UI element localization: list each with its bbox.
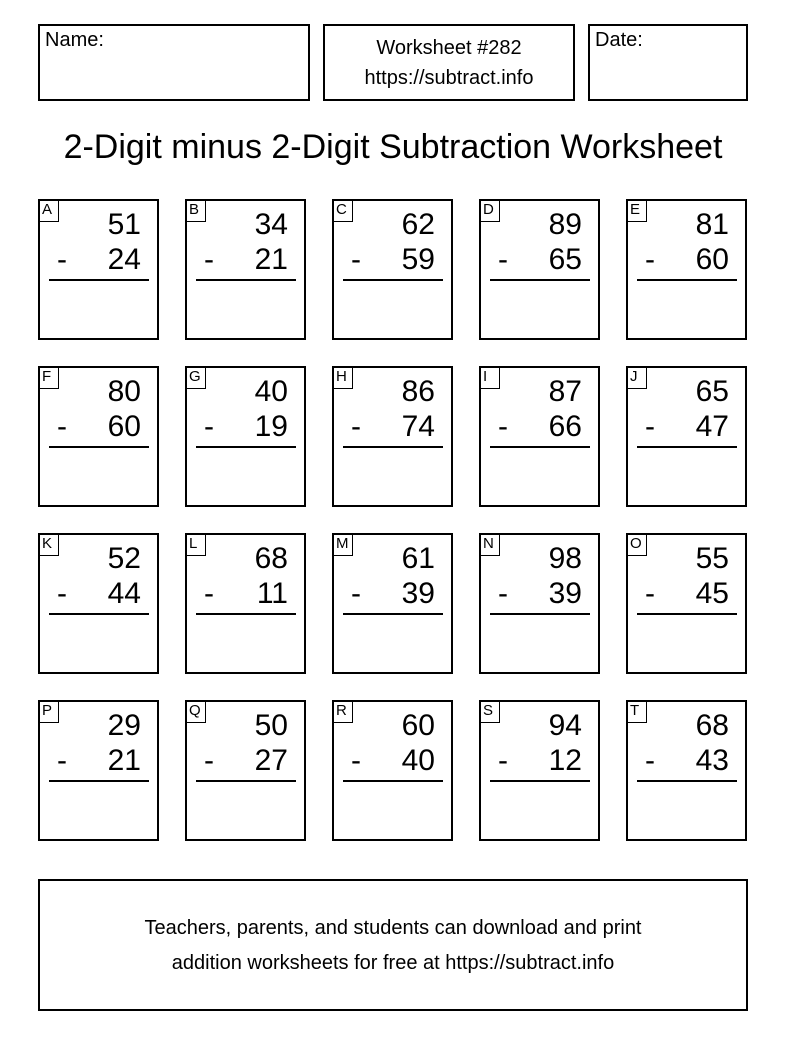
answer-line (196, 613, 296, 615)
problem-subtrahend: 60 (107, 410, 141, 443)
problem-minuend: 51 (107, 208, 141, 241)
problem-card (38, 199, 159, 340)
page-title: 2-Digit minus 2-Digit Subtraction Worksheet (63, 128, 723, 166)
problem-minuend: 61 (401, 542, 435, 575)
answer-line (49, 446, 149, 448)
problem-card (185, 700, 306, 841)
problem-card (185, 366, 306, 507)
problem-card (185, 199, 306, 340)
problem-card (626, 199, 747, 340)
problem-card (626, 366, 747, 507)
minus-sign: - (498, 243, 508, 276)
worksheet-url: https://subtract.info (364, 67, 534, 89)
answer-line (637, 780, 737, 782)
problem-card (38, 533, 159, 674)
footer-line-1: Teachers, parents, and students can download and print (144, 917, 642, 939)
answer-line (343, 279, 443, 281)
problem-subtrahend: 74 (401, 410, 435, 443)
problem-minuend: 50 (254, 709, 288, 742)
problem-subtrahend: 19 (254, 410, 288, 443)
problem-letter: E (626, 199, 647, 222)
problem-card (479, 199, 600, 340)
problem-letter: C (332, 199, 353, 222)
problem-minuend: 55 (695, 542, 729, 575)
problem-subtrahend: 21 (107, 744, 141, 777)
problem-subtrahend: 66 (548, 410, 582, 443)
minus-sign: - (204, 744, 214, 777)
answer-line (49, 279, 149, 281)
problem-subtrahend: 59 (401, 243, 435, 276)
problem-subtrahend: 39 (401, 577, 435, 610)
problem-letter: S (479, 700, 500, 723)
minus-sign: - (351, 744, 361, 777)
answer-line (490, 446, 590, 448)
problem-minuend: 68 (254, 542, 288, 575)
problem-subtrahend: 65 (548, 243, 582, 276)
problem-minuend: 81 (695, 208, 729, 241)
problem-subtrahend: 40 (401, 744, 435, 777)
problem-subtrahend: 39 (548, 577, 582, 610)
problem-minuend: 98 (548, 542, 582, 575)
problem-letter: P (38, 700, 59, 723)
problem-subtrahend: 60 (695, 243, 729, 276)
answer-line (196, 279, 296, 281)
minus-sign: - (204, 410, 214, 443)
name-box (38, 24, 310, 101)
minus-sign: - (645, 744, 655, 777)
problem-subtrahend: 21 (254, 243, 288, 276)
problem-subtrahend: 11 (256, 577, 288, 610)
footer-box (38, 879, 748, 1011)
problem-letter: K (38, 533, 59, 556)
footer-line-2: addition worksheets for free at https://subtract.info (171, 952, 615, 974)
minus-sign: - (204, 577, 214, 610)
problem-subtrahend: 43 (695, 744, 729, 777)
problem-minuend: 52 (107, 542, 141, 575)
problem-letter: F (38, 366, 59, 389)
answer-line (343, 780, 443, 782)
answer-line (343, 446, 443, 448)
problem-minuend: 86 (401, 375, 435, 408)
minus-sign: - (498, 410, 508, 443)
answer-line (490, 780, 590, 782)
date-box (588, 24, 748, 101)
problem-card (332, 199, 453, 340)
minus-sign: - (57, 410, 67, 443)
problem-card (38, 700, 159, 841)
problem-minuend: 68 (695, 709, 729, 742)
problem-letter: D (479, 199, 500, 222)
answer-line (49, 613, 149, 615)
problem-letter: L (185, 533, 206, 556)
problem-card (479, 533, 600, 674)
minus-sign: - (645, 577, 655, 610)
problem-card (332, 700, 453, 841)
problem-subtrahend: 44 (107, 577, 141, 610)
problem-card (332, 533, 453, 674)
problem-minuend: 40 (254, 375, 288, 408)
problem-minuend: 34 (254, 208, 288, 241)
problem-minuend: 60 (401, 709, 435, 742)
problem-subtrahend: 24 (107, 243, 141, 276)
date-label: Date: (595, 29, 643, 51)
problem-minuend: 87 (548, 375, 582, 408)
answer-line (196, 780, 296, 782)
problem-letter: M (332, 533, 353, 556)
answer-line (637, 446, 737, 448)
problem-letter: I (479, 366, 500, 389)
problem-letter: A (38, 199, 59, 222)
worksheet-number: Worksheet #282 (376, 37, 522, 59)
minus-sign: - (57, 744, 67, 777)
problem-subtrahend: 12 (548, 744, 582, 777)
problem-card (38, 366, 159, 507)
minus-sign: - (498, 577, 508, 610)
answer-line (343, 613, 443, 615)
worksheet-info-box (323, 24, 575, 101)
problem-minuend: 80 (107, 375, 141, 408)
problem-subtrahend: 47 (695, 410, 729, 443)
problem-letter: H (332, 366, 353, 389)
problem-letter: O (626, 533, 647, 556)
problem-letter: J (626, 366, 647, 389)
problem-card (185, 533, 306, 674)
minus-sign: - (645, 243, 655, 276)
minus-sign: - (204, 243, 214, 276)
problem-card (479, 366, 600, 507)
problem-minuend: 62 (401, 208, 435, 241)
answer-line (196, 446, 296, 448)
problem-subtrahend: 45 (695, 577, 729, 610)
problem-card (626, 700, 747, 841)
problem-letter: Q (185, 700, 206, 723)
problem-letter: R (332, 700, 353, 723)
problem-minuend: 65 (695, 375, 729, 408)
answer-line (49, 780, 149, 782)
minus-sign: - (498, 744, 508, 777)
problem-subtrahend: 27 (254, 744, 288, 777)
minus-sign: - (57, 243, 67, 276)
answer-line (637, 613, 737, 615)
problem-minuend: 89 (548, 208, 582, 241)
problem-card (332, 366, 453, 507)
problem-minuend: 94 (548, 709, 582, 742)
problem-minuend: 29 (107, 709, 141, 742)
problem-letter: T (626, 700, 647, 723)
problem-letter: N (479, 533, 500, 556)
problem-letter: G (185, 366, 206, 389)
problem-letter: B (185, 199, 206, 222)
minus-sign: - (645, 410, 655, 443)
problem-card (479, 700, 600, 841)
answer-line (637, 279, 737, 281)
minus-sign: - (351, 577, 361, 610)
minus-sign: - (351, 410, 361, 443)
answer-line (490, 613, 590, 615)
name-label: Name: (45, 29, 104, 51)
minus-sign: - (57, 577, 67, 610)
answer-line (490, 279, 590, 281)
minus-sign: - (351, 243, 361, 276)
problem-card (626, 533, 747, 674)
